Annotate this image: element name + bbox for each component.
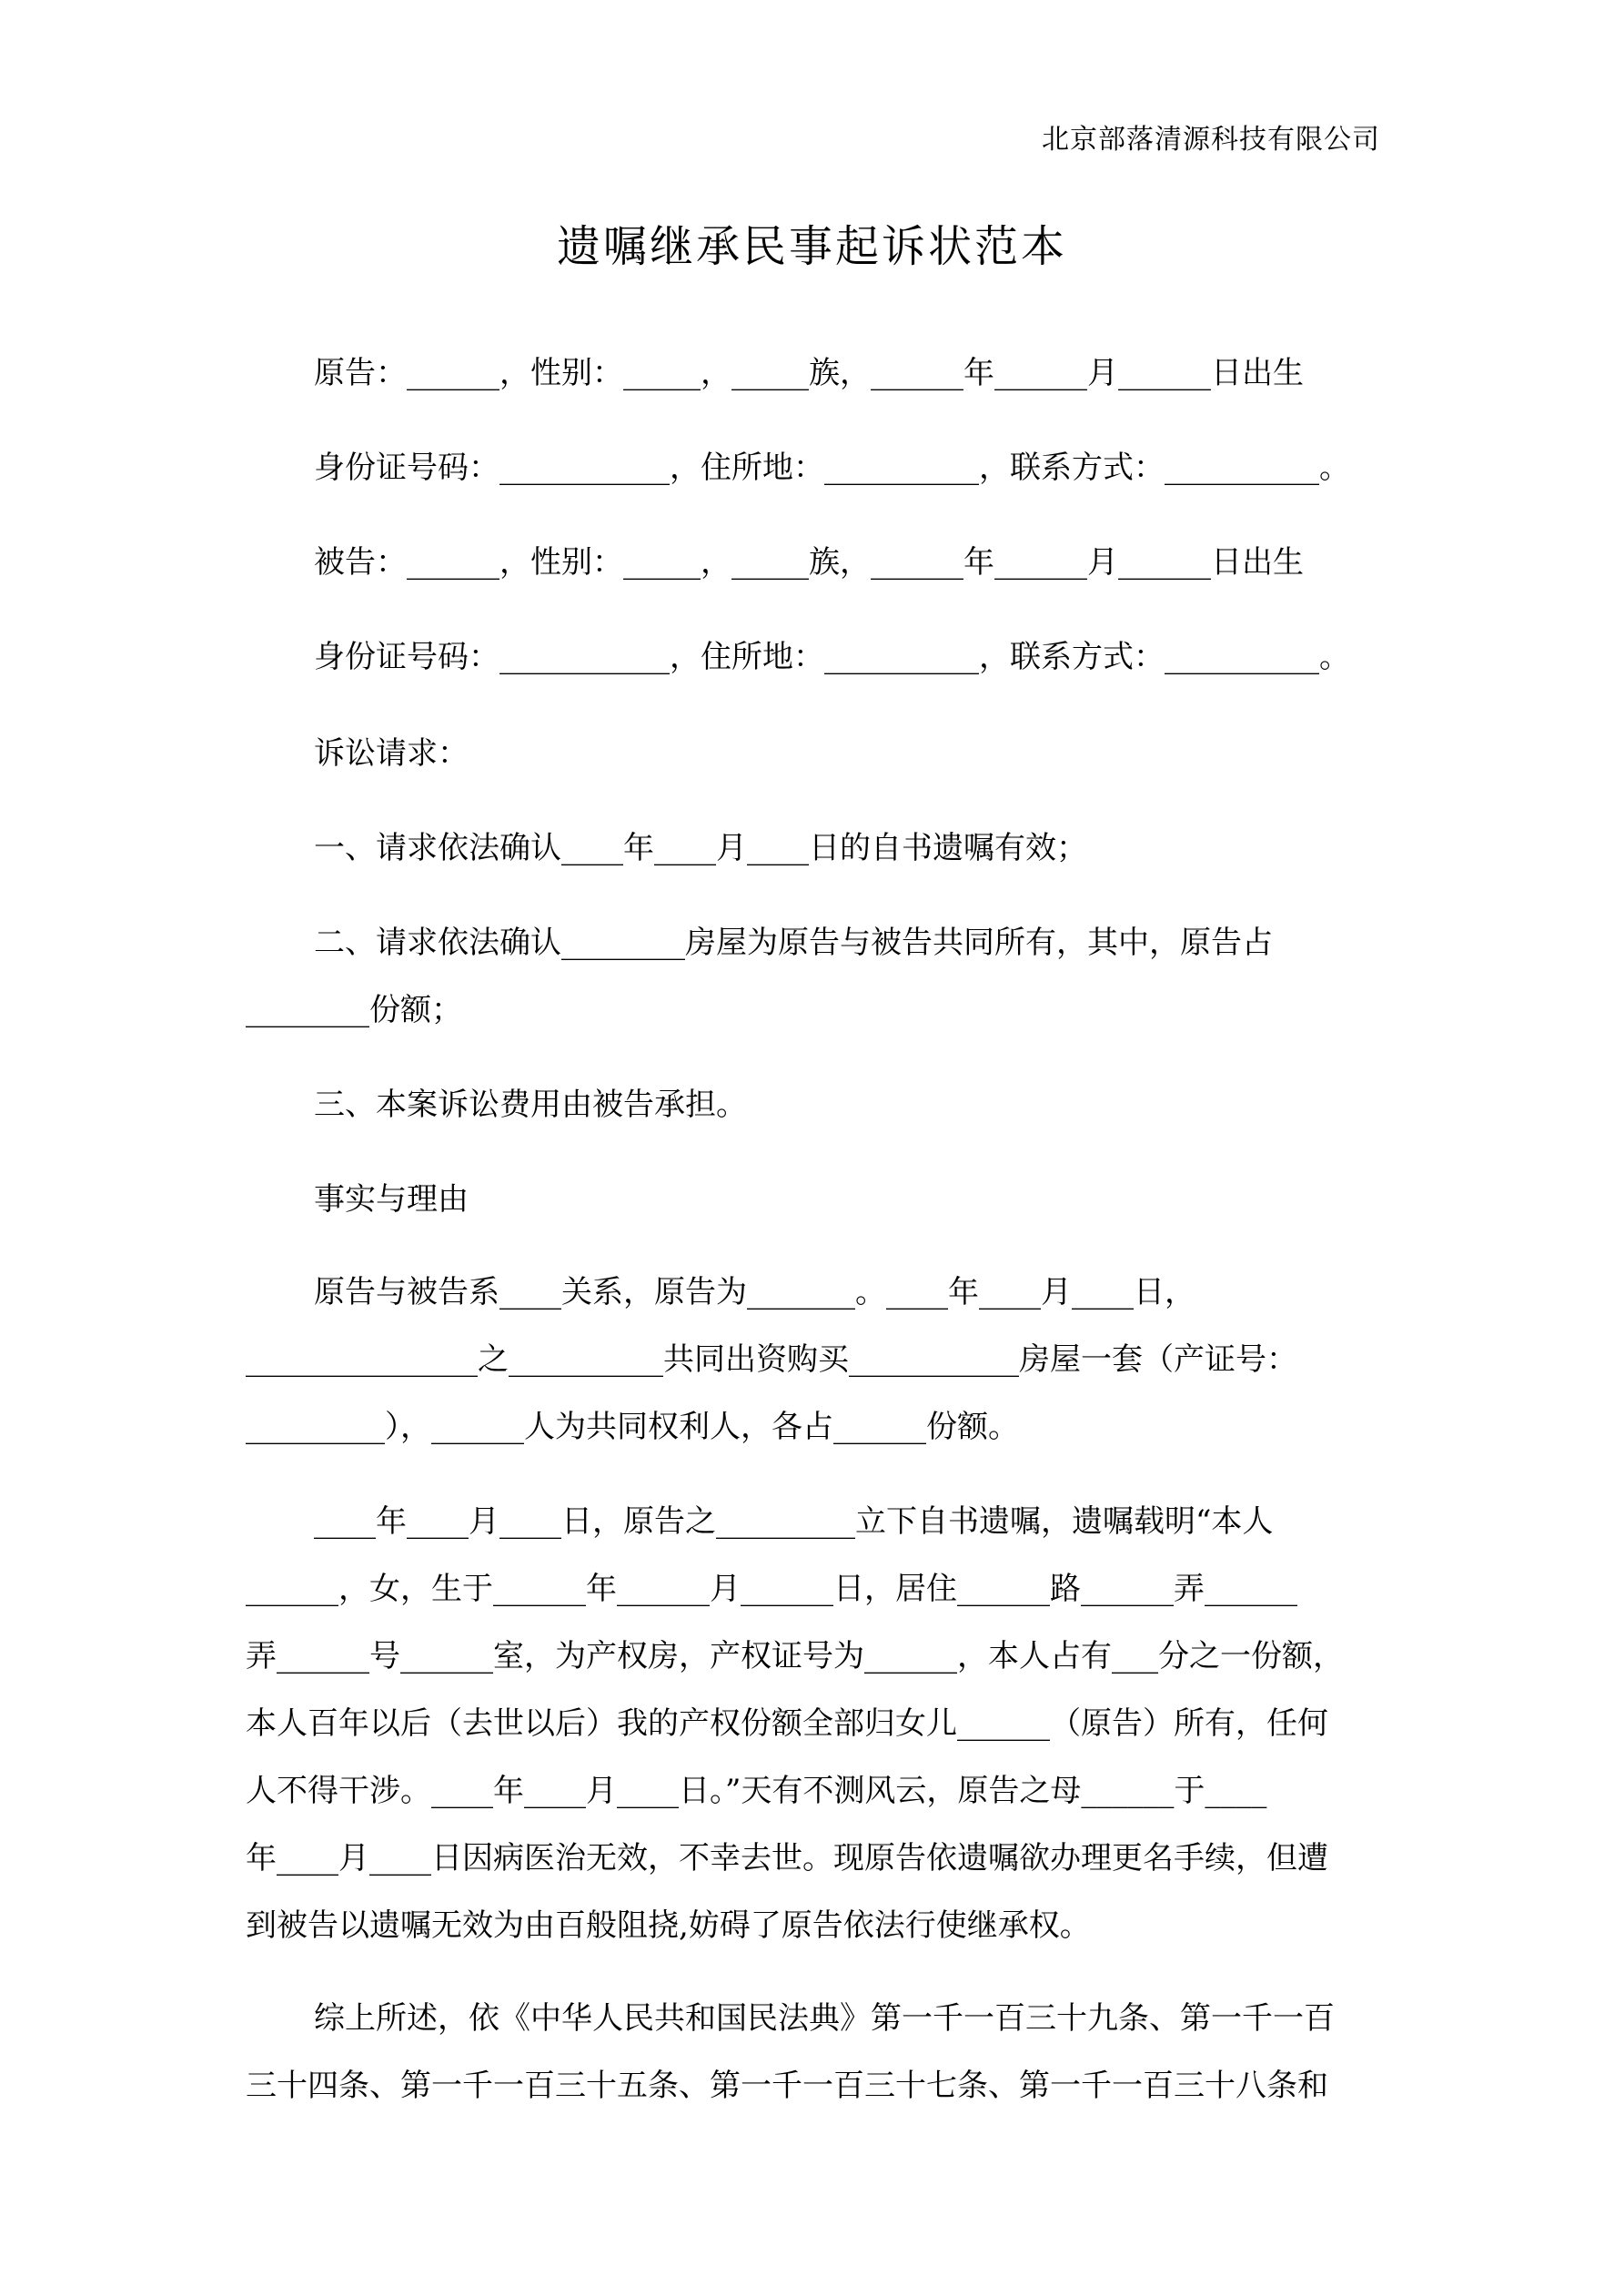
claim-item-3: 三、本案诉讼费用由被告承担。 xyxy=(314,1087,747,1123)
claim-item-1: 一、请求依法确认____年____月____日的自书遗嘱有效； xyxy=(314,830,1087,866)
facts-paragraph-2-line: 年____月____日因病医治无效，不幸去世。现原告依遗嘱欲办理更名手续，但遭 xyxy=(246,1840,1328,1876)
facts-paragraph-2-line: 人不得干涉。____年____月____日。”天有不测风云，原告之母______于____ xyxy=(246,1773,1267,1809)
conclusion-paragraph-line: 综上所述，依《中华人民共和国民法典》第一千一百三十九条、第一千一百 xyxy=(314,2000,1335,2037)
facts-heading: 事实与理由 xyxy=(314,1181,469,1218)
claims-heading: 诉讼请求： xyxy=(314,735,469,772)
facts-paragraph-2-line: ______，女，生于______年______月______日，居住______路______弄______ xyxy=(246,1571,1297,1607)
claim-item-2-cont: ________份额； xyxy=(246,992,462,1028)
document-title: 遗嘱继承民事起诉状范本 xyxy=(556,221,1067,272)
facts-paragraph-2-line: 本人百年以后（去世以后）我的产权份额全部归女儿______（原告）所有，任何 xyxy=(246,1705,1328,1742)
plaintiff-contact-line: 身份证号码：___________，住所地：__________，联系方式：__________。 xyxy=(314,450,1350,486)
facts-paragraph-1-line: 原告与被告系____关系，原告为_______。____年____月____日， xyxy=(314,1274,1195,1310)
facts-paragraph-2-line: 弄______号______室，为产权房，产权证号为______，本人占有___分之一份额， xyxy=(246,1638,1344,1674)
plaintiff-info-line: 原告：______，性别：_____，_____族，______年______月______日出生 xyxy=(314,355,1304,391)
defendant-contact-line: 身份证号码：___________，住所地：__________，联系方式：__________。 xyxy=(314,639,1350,675)
defendant-info-line: 被告：______，性别：_____，_____族，______年______月______日出生 xyxy=(314,544,1304,581)
facts-paragraph-2-line: 到被告以遗嘱无效为由百般阻挠,妨碍了原告依法行使继承权。 xyxy=(246,1907,1091,1944)
conclusion-paragraph-line: 三十四条、第一千一百三十五条、第一千一百三十七条、第一千一百三十八条和 xyxy=(246,2068,1328,2104)
company-header: 北京部落清源科技有限公司 xyxy=(1042,124,1380,156)
facts-paragraph-1-line: _________），______人为共同权利人，各占______份额。 xyxy=(246,1409,1019,1445)
claim-item-2: 二、请求依法确认________房屋为原告与被告共同所有，其中，原告占 xyxy=(314,925,1273,961)
facts-paragraph-1-line: _______________之__________共同出资购买___________房屋一套（产证号： xyxy=(246,1341,1297,1378)
facts-paragraph-2-line: ____年____月____日，原告之_________立下自书遗嘱，遗嘱载明“本人 xyxy=(314,1503,1274,1540)
